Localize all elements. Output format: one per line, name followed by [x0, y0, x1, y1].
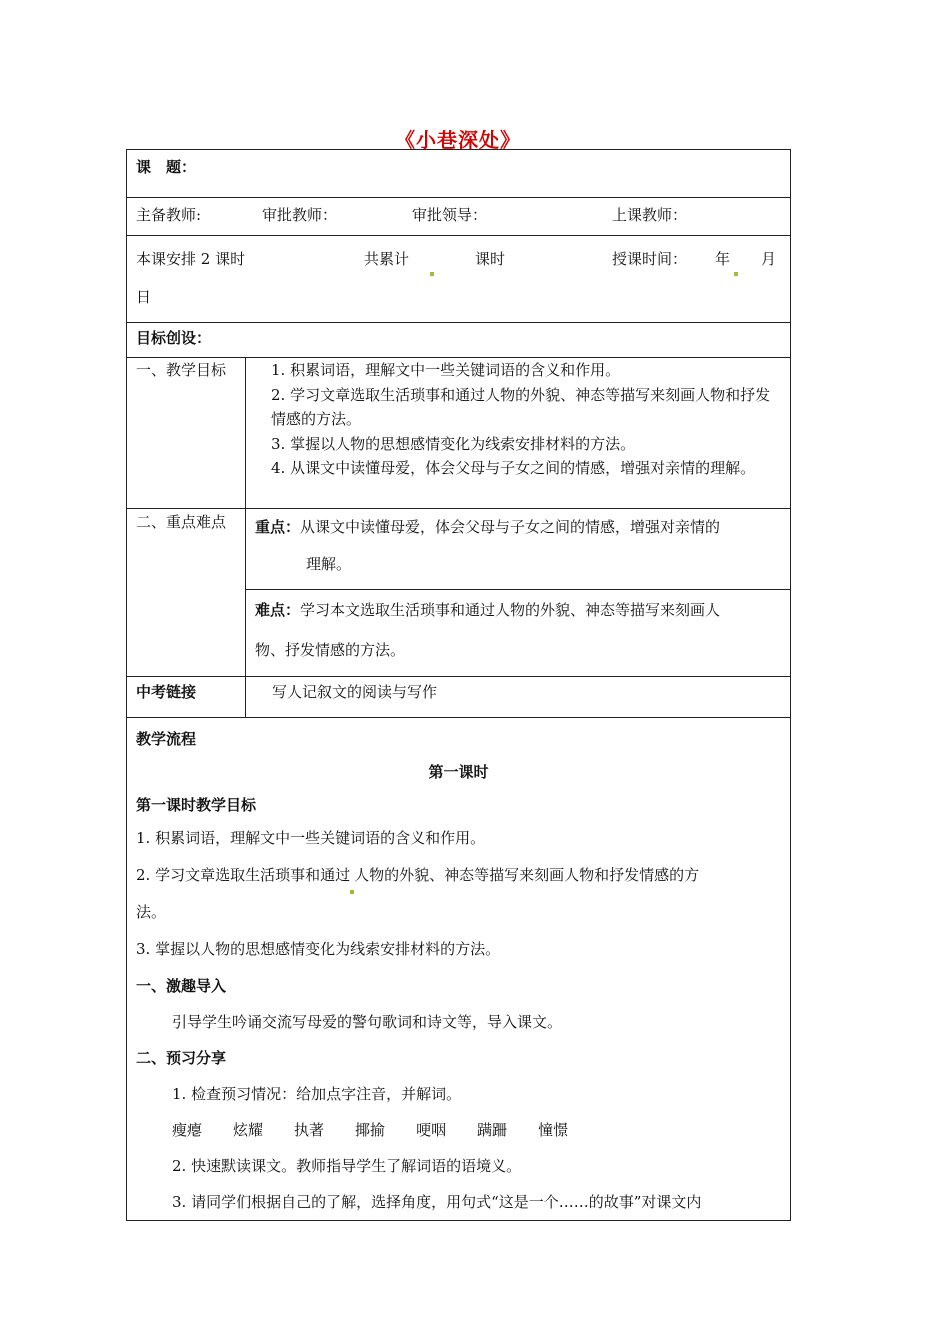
lesson-goal-2-cont: 法。	[136, 903, 167, 921]
teaching-goals-list	[246, 358, 790, 487]
vocab-word: 憧憬	[538, 1121, 569, 1139]
goal-item: 1. 积累词语，理解文中一些关键词语的含义和作用。	[271, 361, 621, 379]
key-point-row	[127, 509, 791, 590]
key-difficulty-label: 二、重点难点	[136, 513, 227, 531]
lesson-plan-table	[126, 149, 791, 1221]
teaching-goals-label: 一、教学目标	[136, 361, 227, 379]
goal-item: 3. 掌握以人物的思想感情变化为线索安排材料的方法。	[271, 434, 636, 453]
vocab-word: 揶揄	[355, 1121, 386, 1139]
key-point-label: 重点：	[255, 518, 301, 536]
preview-heading: 二、预习分享	[136, 1049, 227, 1067]
vocabulary-words	[136, 1112, 781, 1148]
document-title: 《小巷深处》	[395, 128, 521, 152]
flow-label: 教学流程	[136, 730, 197, 748]
lesson-goal-2: 2. 学习文章选取生活琐事和通过 人物的外貌、神态等描写来刻画人物和抒发情感的方	[136, 857, 781, 894]
total-blank	[426, 240, 475, 278]
main-teacher-label: 主备教师:	[136, 206, 202, 224]
intro-text: 引导学生吟诵交流写母爱的警句歌词和诗文等，导入课文。	[172, 1013, 563, 1031]
goal-item: 2. 学习文章选取生活琐事和通过人物的外貌、神态等描写来刻画人物和抒发情感的方法。	[271, 385, 771, 428]
class-time-label: 授课时间：	[612, 250, 688, 268]
teaching-goals-row	[127, 358, 791, 509]
goal-item: 4. 从课文中读懂母爱，体会父母与子女之间的情感，增强对亲情的理解。	[271, 459, 756, 477]
total-suffix: 课时	[475, 250, 506, 268]
key-point-text: 从课文中读懂母爱，体会父母与子女之间的情感，增强对亲情的	[300, 518, 721, 536]
lesson-goal-3: 3. 掌握以人物的思想感情变化为线索安排材料的方法。	[136, 940, 501, 958]
approve-teacher-label: 审批教师：	[262, 206, 338, 224]
vocab-word: 瘦瘪	[172, 1121, 203, 1139]
difficulty-text: 学习本文选取生活琐事和通过人物的外貌、神态等描写来刻画人	[300, 601, 721, 619]
teachers-row	[127, 198, 791, 236]
topic-label: 课 题：	[136, 158, 197, 176]
lesson-title: 第一课时	[428, 763, 489, 781]
goals-section-label: 目标创设：	[136, 329, 212, 347]
approve-leader-label: 审批领导：	[412, 206, 488, 224]
lesson-goal-label: 第一课时教学目标	[136, 796, 257, 814]
topic-row	[127, 150, 791, 198]
schedule-text: 本课安排 2 课时	[136, 250, 246, 268]
key-point-text-cont: 理解。	[306, 555, 352, 573]
vocab-word: 哽咽	[416, 1121, 447, 1139]
preview-item-3: 3. 请同学们根据自己的了解，选择角度，用句式“这是一个……的故事”对课文内	[172, 1193, 702, 1211]
total-prefix: 共累计	[364, 250, 410, 268]
schedule-row	[127, 236, 791, 323]
teaching-flow-row	[127, 718, 791, 1221]
day-label: 日	[136, 288, 152, 306]
exam-link-row	[127, 677, 791, 718]
goals-header-row	[127, 323, 791, 358]
class-teacher-label: 上课教师：	[612, 206, 688, 224]
exam-link-label: 中考链接	[136, 683, 197, 701]
lesson-goal-1: 1. 积累词语，理解文中一些关键词语的含义和作用。	[136, 829, 486, 847]
vocab-word: 炫耀	[233, 1121, 264, 1139]
vocab-word: 蹒跚	[477, 1121, 508, 1139]
exam-link-text: 写人记叙文的阅读与写作	[272, 683, 438, 701]
year-label: 年	[715, 240, 747, 278]
preview-item-2: 2. 快速默读课文。教师指导学生了解词语的语境义。	[172, 1157, 522, 1175]
preview-item-1: 1. 检查预习情况：给加点字注音，并解词。	[172, 1085, 462, 1103]
difficulty-text-cont: 物、抒发情感的方法。	[255, 641, 406, 659]
vocab-word: 执著	[294, 1121, 325, 1139]
intro-heading: 一、激趣导入	[136, 977, 227, 995]
difficulty-label: 难点：	[255, 601, 301, 619]
month-label: 月	[761, 250, 777, 268]
